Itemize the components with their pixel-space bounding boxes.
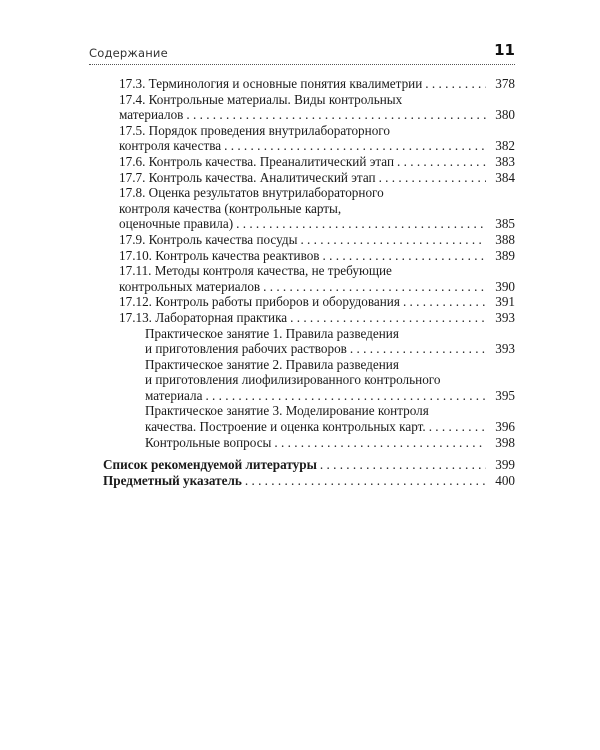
toc-entry-line: материала (145, 387, 203, 403)
toc-entry-row (119, 76, 515, 92)
page-number: 11 (494, 41, 515, 59)
toc-page-number: 389 (495, 247, 515, 263)
toc-entry-line: 17.7. Контроль качества. Аналитический этап (119, 169, 376, 185)
toc-entry[interactable] (119, 92, 515, 123)
table-of-contents (89, 76, 515, 488)
dot-leader (320, 457, 486, 473)
toc-entry-line: 17.3. Терминология и основные понятия квалиметрии (119, 76, 423, 91)
toc-entry-row (119, 279, 515, 295)
toc-entry-line: Практическое занятие 1. Правила разведения (145, 325, 399, 341)
toc-entry-row (119, 310, 515, 326)
toc-entry-line: 17.13. Лабораторная практика (119, 309, 288, 325)
toc-entry-line: контроля качества (контрольные карты, (119, 200, 342, 216)
section-title: Содержание (89, 46, 168, 60)
toc-entry[interactable] (119, 123, 515, 154)
dot-leader (224, 138, 486, 154)
toc-entry-line: 17.9. Контроль качества посуды (119, 231, 298, 247)
toc-page-number: 391 (495, 294, 515, 310)
toc-page-number: 380 (495, 107, 515, 123)
toc-page-number: 393 (495, 309, 515, 325)
toc-page-number: 390 (495, 278, 515, 294)
toc-entry-line: Контрольные вопросы (145, 434, 272, 450)
toc-entry[interactable] (119, 294, 515, 310)
dot-leader (274, 435, 486, 451)
toc-entry[interactable] (119, 310, 515, 326)
toc-page-number: 384 (495, 169, 515, 185)
toc-entry-row (119, 154, 515, 170)
toc-entry[interactable] (103, 473, 515, 489)
toc-entry-row (145, 435, 515, 451)
toc-entry-row (145, 419, 515, 435)
toc-page-number: 378 (495, 76, 515, 91)
toc-entry-row (119, 248, 515, 264)
toc-entry[interactable] (119, 232, 515, 248)
toc-entry-line: Список рекомендуемой литературы (103, 457, 317, 473)
toc-entry-line: Практическое занятие 3. Моделирование контроля (145, 403, 429, 419)
toc-entry-row (119, 232, 515, 248)
dot-leader (186, 107, 486, 123)
section-gap (89, 450, 515, 457)
toc-entry[interactable] (145, 357, 515, 404)
toc-entry[interactable] (119, 170, 515, 186)
toc-page-number: 382 (495, 138, 515, 154)
dot-leader (379, 170, 486, 186)
dot-leader (263, 279, 486, 295)
toc-entry-row (119, 170, 515, 186)
toc-entry[interactable] (119, 154, 515, 170)
toc-page-number: 385 (495, 216, 515, 232)
dot-leader (403, 294, 486, 310)
toc-entry[interactable] (145, 326, 515, 357)
toc-page-number: 396 (495, 419, 515, 435)
toc-entry-row (145, 388, 515, 404)
toc-page-number: 400 (495, 472, 515, 488)
toc-entry[interactable] (119, 76, 515, 92)
toc-entry-row (103, 457, 515, 473)
toc-entry-line: контрольных материалов (119, 278, 261, 294)
toc-entry-row (119, 294, 515, 310)
running-header (89, 40, 515, 65)
toc-entry-line: и приготовления лиофилизированного контрольного (145, 372, 441, 388)
toc-entry-line: оценочные правила) (119, 216, 234, 232)
dot-leader (245, 473, 486, 489)
toc-entry-line: материалов (119, 107, 184, 123)
dot-leader (323, 248, 486, 264)
toc-entry-line: 17.6. Контроль качества. Преаналитический этап (119, 153, 395, 169)
toc-entry-line: Практическое занятие 2. Правила разведения (145, 356, 399, 372)
toc-page-number: 399 (495, 457, 515, 473)
toc-entry-row (119, 216, 515, 232)
toc-entry-line: 17.8. Оценка результатов внутрилабораторного (119, 185, 384, 201)
dot-leader (205, 388, 486, 404)
dot-leader (350, 341, 486, 357)
dot-leader (397, 154, 486, 170)
toc-entry-line: и приготовления рабочих растворов (145, 341, 347, 357)
toc-entry-line: 17.11. Методы контроля качества, не требующие (119, 263, 392, 279)
toc-entry-row (145, 341, 515, 357)
toc-entry-line: 17.5. Порядок проведения внутрилабораторного (119, 122, 390, 138)
toc-page-number: 393 (495, 341, 515, 357)
dot-leader (236, 216, 486, 232)
toc-entry-line: 17.4. Контрольные материалы. Виды контрольных (119, 91, 403, 107)
toc-entry[interactable] (119, 248, 515, 264)
toc-page-number: 388 (495, 231, 515, 247)
dot-leader (290, 310, 486, 326)
toc-entry[interactable] (119, 185, 515, 232)
toc-page-number: 398 (495, 434, 515, 450)
toc-entry-row (119, 138, 515, 154)
toc-entry[interactable] (145, 403, 515, 434)
toc-entry-row (119, 107, 515, 123)
toc-entry-line: 17.10. Контроль качества реактивов (119, 247, 320, 263)
toc-entry-line: 17.12. Контроль работы приборов и оборудования (119, 294, 400, 310)
dot-leader (429, 419, 486, 435)
dot-leader (425, 76, 486, 92)
toc-entry[interactable] (145, 435, 515, 451)
dot-leader (300, 232, 486, 248)
toc-entry-line: контроля качества (119, 138, 222, 154)
toc-entry[interactable] (103, 457, 515, 473)
toc-page-number: 383 (495, 153, 515, 169)
toc-entry-row (103, 473, 515, 489)
toc-entry-line: Предметный указатель (103, 472, 242, 488)
toc-page-number: 395 (495, 387, 515, 403)
toc-entry[interactable] (119, 263, 515, 294)
toc-entry-line: качества. Построение и оценка контрольных карт. (145, 419, 426, 435)
